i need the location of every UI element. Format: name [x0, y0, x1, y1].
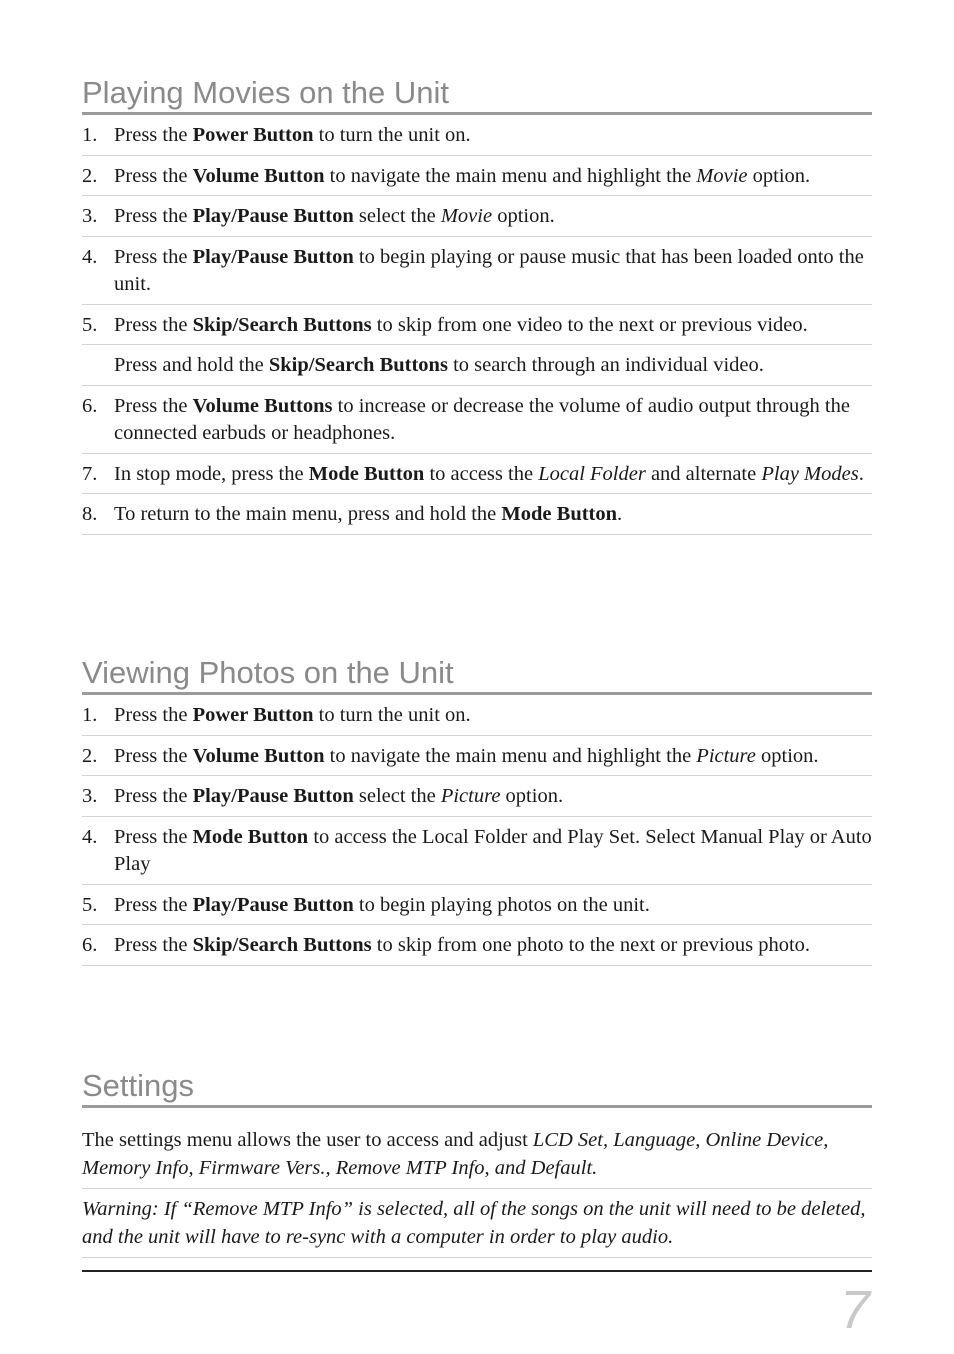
- list-item: [82, 817, 872, 885]
- italic-term: Picture: [696, 744, 756, 767]
- step-number: 5.: [82, 893, 98, 916]
- text-run: Press the: [114, 934, 193, 956]
- italic-term: Picture: [440, 785, 501, 807]
- step-number: 2.: [82, 164, 98, 187]
- text-run: option.: [755, 744, 819, 767]
- text-run: option.: [747, 164, 811, 187]
- text-run: to navigate the main menu and highlight the: [324, 164, 697, 187]
- text-run: .: [858, 462, 864, 485]
- text-run: Press the: [114, 704, 193, 726]
- italic-term: Play Modes: [761, 462, 859, 485]
- bold-term: Play/Pause Button: [192, 893, 354, 916]
- settings-intro: [82, 1120, 872, 1189]
- text-run: Press the: [114, 785, 193, 807]
- step-text: [114, 783, 872, 811]
- step-text: [114, 702, 872, 730]
- step-number: 3.: [82, 205, 98, 227]
- step-number: 4.: [82, 825, 98, 848]
- text-run: to access the: [424, 462, 539, 485]
- text-run: Press the: [114, 313, 193, 336]
- step-text: [114, 461, 872, 489]
- text-run: to increase or decrease the volume of audio output through the connected earbuds or headphones.: [114, 394, 850, 444]
- section-title: Viewing Photos on the Unit: [82, 656, 872, 695]
- bold-term: Volume Button: [192, 744, 325, 767]
- list-item: [82, 885, 872, 926]
- text-run: to navigate the main menu and highlight the: [324, 744, 697, 767]
- list-item: [82, 736, 872, 777]
- text-run: to turn the unit on.: [313, 124, 471, 146]
- steps-list: [82, 695, 872, 966]
- text-run: Press the: [114, 394, 193, 417]
- list-item: [82, 386, 872, 454]
- step-text: [114, 203, 872, 231]
- footer-divider: [82, 1270, 872, 1272]
- section-playing-movies: [82, 76, 872, 535]
- text-run: to skip from one photo to the next or previous photo.: [371, 934, 811, 956]
- step-text: [114, 163, 872, 191]
- step-number: 1.: [82, 704, 98, 726]
- step-number: 4.: [82, 245, 98, 268]
- text-run: select the: [353, 205, 441, 227]
- step-number: [82, 352, 114, 380]
- list-item: [82, 925, 872, 966]
- italic-term: Movie: [696, 164, 748, 187]
- section-settings: [82, 1069, 872, 1258]
- list-item: [82, 115, 872, 156]
- list-item: [82, 156, 872, 197]
- list-item: [82, 237, 872, 305]
- list-item: [82, 345, 872, 386]
- step-number: 3.: [82, 785, 98, 807]
- text-run: Press the: [114, 245, 193, 268]
- text-run: In stop mode, press the: [114, 462, 309, 485]
- step-text: [114, 743, 872, 771]
- text-run: Press the: [114, 744, 193, 767]
- bold-term: Volume Buttons: [192, 394, 333, 417]
- list-item: [82, 454, 872, 495]
- bold-term: Mode Button: [308, 462, 425, 485]
- text-run: select the: [353, 785, 441, 807]
- text-run: The settings menu allows the user to access and adjust: [82, 1129, 533, 1151]
- page-number: 7: [839, 1280, 870, 1340]
- steps-list: [82, 115, 872, 535]
- italic-term: Warning: If “Remove MTP Info” is selected, all of the songs on the unit will need to be deleted, and the unit will have to re-sync with a computer in order to play audio.: [82, 1198, 866, 1248]
- text-run: to skip from one video to the next or previous video.: [371, 313, 808, 336]
- step-number: 2.: [82, 744, 98, 767]
- bold-term: Volume Button: [192, 164, 325, 187]
- step-number: 7.: [82, 462, 98, 485]
- text-run: to begin playing photos on the unit.: [353, 893, 650, 916]
- section-title: Settings: [82, 1069, 872, 1108]
- settings-warning: [82, 1189, 872, 1258]
- text-run: and alternate: [645, 462, 762, 485]
- bold-term: Play/Pause Button: [192, 245, 354, 268]
- bold-term: Power Button: [192, 704, 314, 726]
- text-run: Press the: [114, 205, 193, 227]
- text-run: .: [617, 503, 623, 525]
- list-item: [82, 776, 872, 817]
- step-number: 6.: [82, 394, 98, 417]
- step-number: 6.: [82, 934, 98, 956]
- step-text: [114, 932, 872, 960]
- step-number: 8.: [82, 503, 98, 525]
- step-text: [114, 824, 872, 879]
- step-text: [114, 244, 872, 299]
- italic-term: Local Folder: [538, 462, 646, 485]
- bold-term: Skip/Search Buttons: [268, 354, 448, 376]
- text-run: Press the: [114, 124, 193, 146]
- text-run: to access the Local Folder and Play Set. Select Manual Play or Auto Play: [114, 825, 872, 875]
- text-run: to begin playing or pause music that has been loaded onto the unit.: [114, 245, 864, 295]
- text-run: to search through an individual video.: [447, 354, 764, 376]
- text-run: option.: [500, 785, 564, 807]
- step-number: 5.: [82, 313, 98, 336]
- text-run: to turn the unit on.: [313, 704, 471, 726]
- list-item: [82, 494, 872, 535]
- step-text: [114, 122, 872, 150]
- step-text: [114, 312, 872, 340]
- bold-term: Skip/Search Buttons: [192, 313, 372, 336]
- text-run: Press the: [114, 825, 193, 848]
- text-run: To return to the main menu, press and hold the: [114, 503, 502, 525]
- step-text: [114, 892, 872, 920]
- step-text: [114, 393, 872, 448]
- bold-term: Power Button: [192, 124, 314, 146]
- bold-term: Play/Pause Button: [192, 785, 354, 807]
- section-title: Playing Movies on the Unit: [82, 76, 872, 115]
- step-text: [114, 352, 872, 380]
- step-text: [114, 501, 872, 529]
- bold-term: Play/Pause Button: [192, 205, 354, 227]
- italic-term: Movie: [440, 205, 493, 227]
- text-run: Press and hold the: [114, 354, 269, 376]
- text-run: option.: [492, 205, 555, 227]
- italic-term: LCD Set, Language, Online Device, Memory Info, Firmware Vers., Remove MTP Info, and Default.: [82, 1129, 829, 1179]
- list-item: [82, 196, 872, 237]
- list-item: [82, 695, 872, 736]
- section-viewing-photos: [82, 656, 872, 966]
- list-item: [82, 305, 872, 346]
- bold-term: Mode Button: [501, 503, 618, 525]
- bold-term: Skip/Search Buttons: [192, 934, 372, 956]
- text-run: Press the: [114, 164, 193, 187]
- text-run: Press the: [114, 893, 193, 916]
- step-number: 1.: [82, 124, 98, 146]
- bold-term: Mode Button: [192, 825, 309, 848]
